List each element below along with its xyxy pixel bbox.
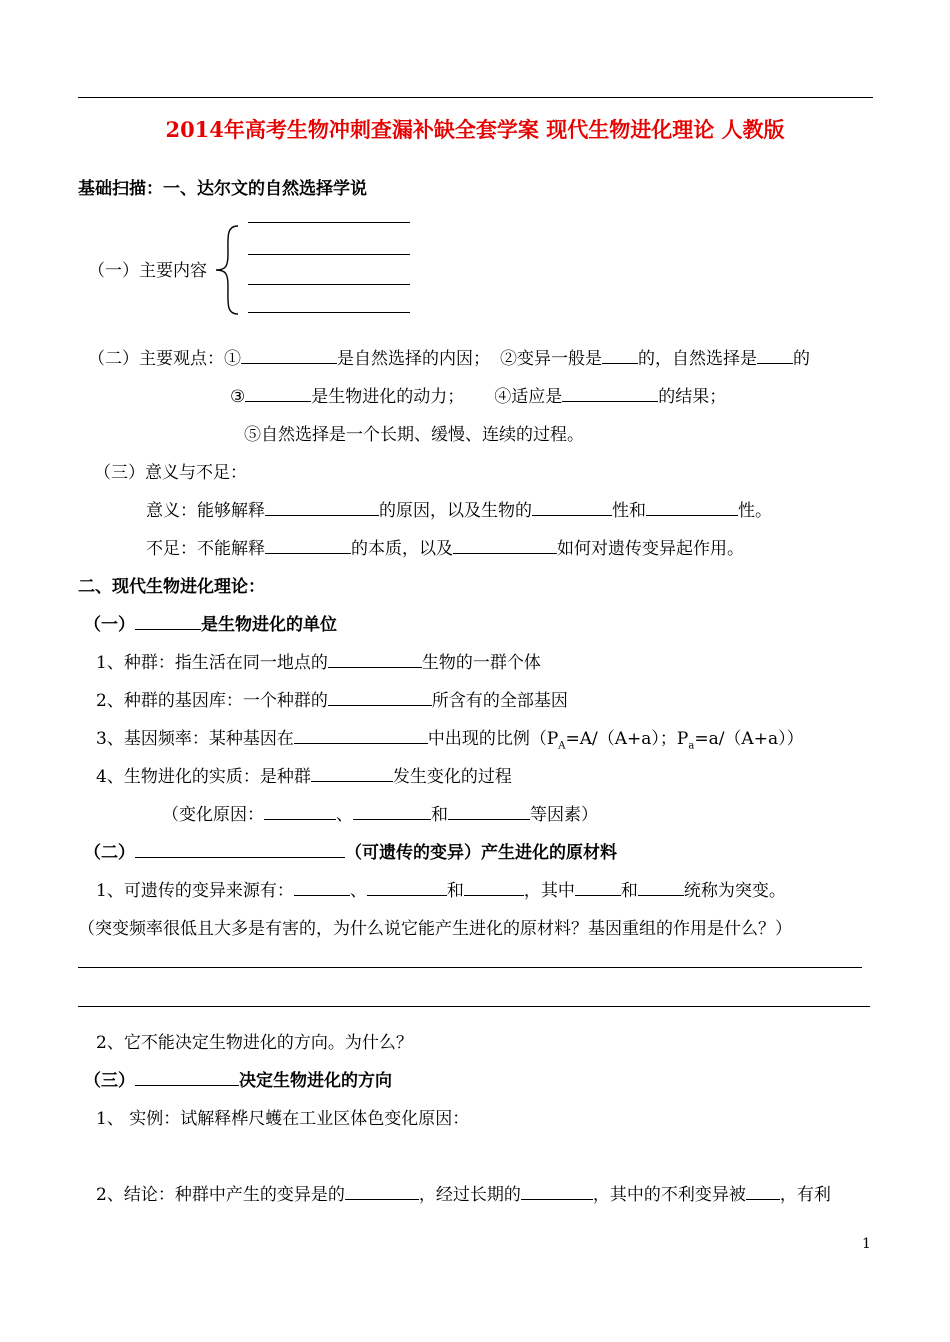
item-evolution-essence: 4、生物进化的实质：是种群 发生变化的过程 [96,762,512,787]
fill-blank[interactable] [453,536,557,554]
curly-brace-icon [212,224,242,316]
fill-blank[interactable] [345,1182,419,1200]
fill-blank[interactable] [328,650,422,668]
fill-blank[interactable] [521,1182,593,1200]
significance-heading: （三）意义与不足： [94,463,247,483]
fill-blank[interactable] [265,536,351,554]
answer-line-2[interactable] [78,1006,870,1007]
fill-blank[interactable] [328,688,432,706]
subsection-b-heading: （二） （可遗传的变异）产生进化的原材料 [84,838,617,863]
fill-blank[interactable] [294,726,428,744]
item-change-causes: （变化原因： 、 和 等因素） [162,800,598,825]
page-number: 1 [862,1236,871,1252]
fill-blank[interactable] [135,840,345,858]
fill-blank[interactable] [757,346,793,364]
document-title: 2014年高考生物冲刺查漏补缺全套学案 现代生物进化理论 人教版 [165,117,785,142]
item-variation-sources: 1、可遗传的变异来源有： 、 和 ，其中 和 统称为突变。 [96,876,786,901]
fill-blank[interactable] [562,384,658,402]
significance-line: 意义：能够解释 的原因，以及生物的 性和 性。 [146,496,772,521]
fill-blank[interactable] [532,498,612,516]
item-example: 1、 实例：试解释桦尺蠖在工业区体色变化原因： [96,1109,470,1129]
item-gene-frequency: 3、基因频率：某种基因在 中出现的比例（$P_A=A/(A+a)$；$P_a=a/(A+a)$） [96,724,804,751]
fill-blank[interactable] [464,878,524,896]
subsection-a-heading: （一） 是生物进化的单位 [84,610,337,635]
main-points-line-1: （二）主要观点：① 是自然选择的内因； ②变异一般是 的，自然选择是 的 [88,344,810,369]
question-mutation: （突变频率很低且大多是有害的，为什么说它能产生进化的原材料？基因重组的作用是什么？） [78,919,792,939]
fill-blank[interactable] [367,878,447,896]
fill-blank[interactable] [135,612,201,630]
fill-blank[interactable] [448,802,530,820]
subsection-c-heading: （三） 决定生物进化的方向 [84,1066,392,1091]
blank-line-3[interactable] [248,284,410,285]
item-gene-pool: 2、种群的基因库：一个种群的 所含有的全部基因 [96,686,568,711]
main-points-line-3: ⑤自然选择是一个长期、缓慢、连续的过程。 [244,425,584,445]
blank-line-2[interactable] [248,254,410,255]
fill-blank[interactable] [575,878,621,896]
fill-blank[interactable] [265,498,379,516]
fill-blank[interactable] [135,1068,239,1086]
answer-line-1[interactable] [78,967,862,968]
fill-blank[interactable] [241,346,337,364]
fill-blank[interactable] [646,498,738,516]
fill-blank[interactable] [245,384,311,402]
section-1-heading: 基础扫描：一、达尔文的自然选择学说 [78,179,367,199]
shortcoming-line: 不足：不能解释 的本质，以及 如何对遗传变异起作用。 [146,534,744,559]
fill-blank[interactable] [638,878,684,896]
fill-blank[interactable] [353,802,431,820]
blank-line-1[interactable] [248,222,410,223]
fill-blank[interactable] [264,802,336,820]
blank-line-4[interactable] [248,312,410,313]
section-2-heading: 二、现代生物进化理论： [78,577,265,597]
main-content-label: （一）主要内容 [88,261,207,281]
main-points-line-2: ③ 是生物进化的动力； ④适应是 的结果； [230,382,726,407]
fill-blank[interactable] [602,346,638,364]
item-not-direction: 2、它不能决定生物进化的方向。为什么？ [96,1033,413,1053]
top-rule [78,97,873,98]
item-population: 1、种群：指生活在同一地点的 生物的一群个体 [96,648,541,673]
item-conclusion: 2、结论：种群中产生的变异是的 ，经过长期的 ，其中的不利变异被 ，有利 [96,1180,831,1205]
fill-blank[interactable] [311,764,393,782]
fill-blank[interactable] [294,878,350,896]
fill-blank[interactable] [746,1182,780,1200]
